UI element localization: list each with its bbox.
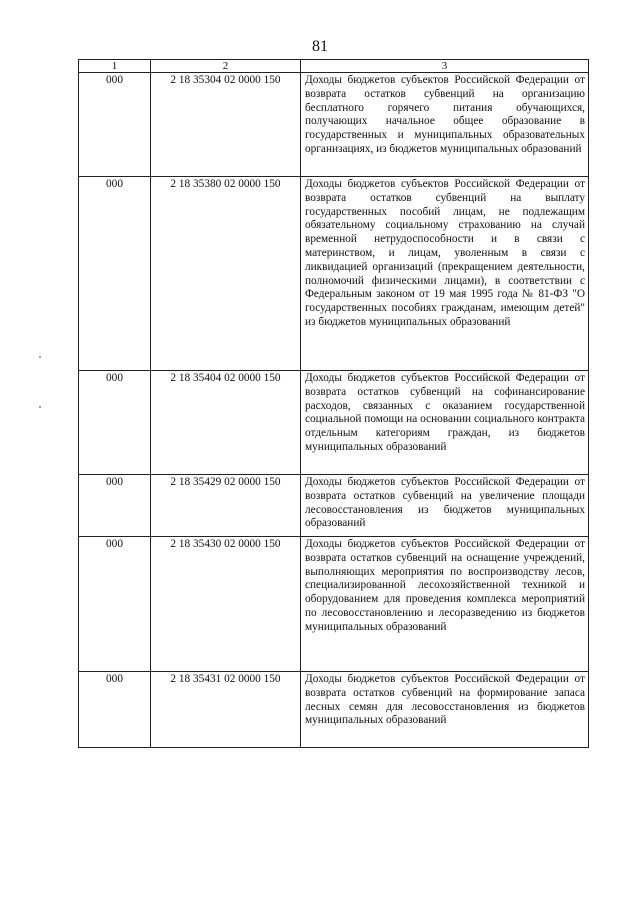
admin-code-cell: 000 [79, 537, 151, 672]
description-cell: Доходы бюджетов субъектов Российской Федерации от возврата остатков субвенций на формирование запаса лесных семян для лесовосстановления из бюджетов муниципальных образований [301, 672, 589, 748]
admin-code-cell: 000 [79, 73, 151, 177]
description-cell: Доходы бюджетов субъектов Российской Федерации от возврата остатков субвенций на софинансирование расходов, связанных с оказанием государственной социальной помощи на основании социального контракта отдельным категориям граждан, из бюджетов муниципальных образований [301, 371, 589, 475]
budget-code-cell: 2 18 35304 02 0000 150 [151, 73, 301, 177]
income-codes-table [78, 59, 589, 748]
description-cell: Доходы бюджетов субъектов Российской Федерации от возврата остатков субвенций на выплату государственных пособий лицам, не подлежащим обязательному социальному страхованию на случай временной нетрудоспособности и в связи с материнством, и лицам, уволенным в связи с ликвидацией организаций (прекращением деятельности, полномочий физическими лицами), в соответствии с Федеральным законом от 19 мая 1995 года № 81-ФЗ "О государственных пособиях гражданам, имеющим детей" из бюджетов муниципальных образований [301, 177, 589, 371]
page-number: 81 [312, 38, 328, 55]
description-cell: Доходы бюджетов субъектов Российской Федерации от возврата остатков субвенций на организацию бесплатного горячего питания обучающихся, получающих начальное общее образование в государственных и муниципальных образовательных организациях, из бюджетов муниципальных образований [301, 73, 589, 177]
table-row [79, 371, 589, 475]
column-header-1: 1 [79, 60, 151, 73]
margin-mark [39, 356, 41, 358]
admin-code-cell: 000 [79, 177, 151, 371]
admin-code-cell: 000 [79, 475, 151, 537]
budget-code-cell: 2 18 35430 02 0000 150 [151, 537, 301, 672]
table-row [79, 73, 589, 177]
budget-code-cell: 2 18 35429 02 0000 150 [151, 475, 301, 537]
column-header-3: 3 [301, 60, 589, 73]
budget-code-cell: 2 18 35380 02 0000 150 [151, 177, 301, 371]
table-header-row [79, 60, 589, 73]
description-cell: Доходы бюджетов субъектов Российской Федерации от возврата остатков субвенций на оснащение учреждений, выполняющих мероприятия по воспроизводству лесов, специализированной лесохозяйственной техникой и оборудованием для проведения комплекса мероприятий по лесовосстановлению и лесоразведению из бюджетов муниципальных образований [301, 537, 589, 672]
table-row [79, 537, 589, 672]
admin-code-cell: 000 [79, 371, 151, 475]
table-row [79, 177, 589, 371]
description-cell: Доходы бюджетов субъектов Российской Федерации от возврата остатков субвенций на увеличение площади лесовосстановления из бюджетов муниципальных образований [301, 475, 589, 537]
budget-code-cell: 2 18 35431 02 0000 150 [151, 672, 301, 748]
column-header-2: 2 [151, 60, 301, 73]
margin-mark [39, 406, 41, 408]
table-row [79, 672, 589, 748]
admin-code-cell: 000 [79, 672, 151, 748]
table-row [79, 475, 589, 537]
budget-code-cell: 2 18 35404 02 0000 150 [151, 371, 301, 475]
